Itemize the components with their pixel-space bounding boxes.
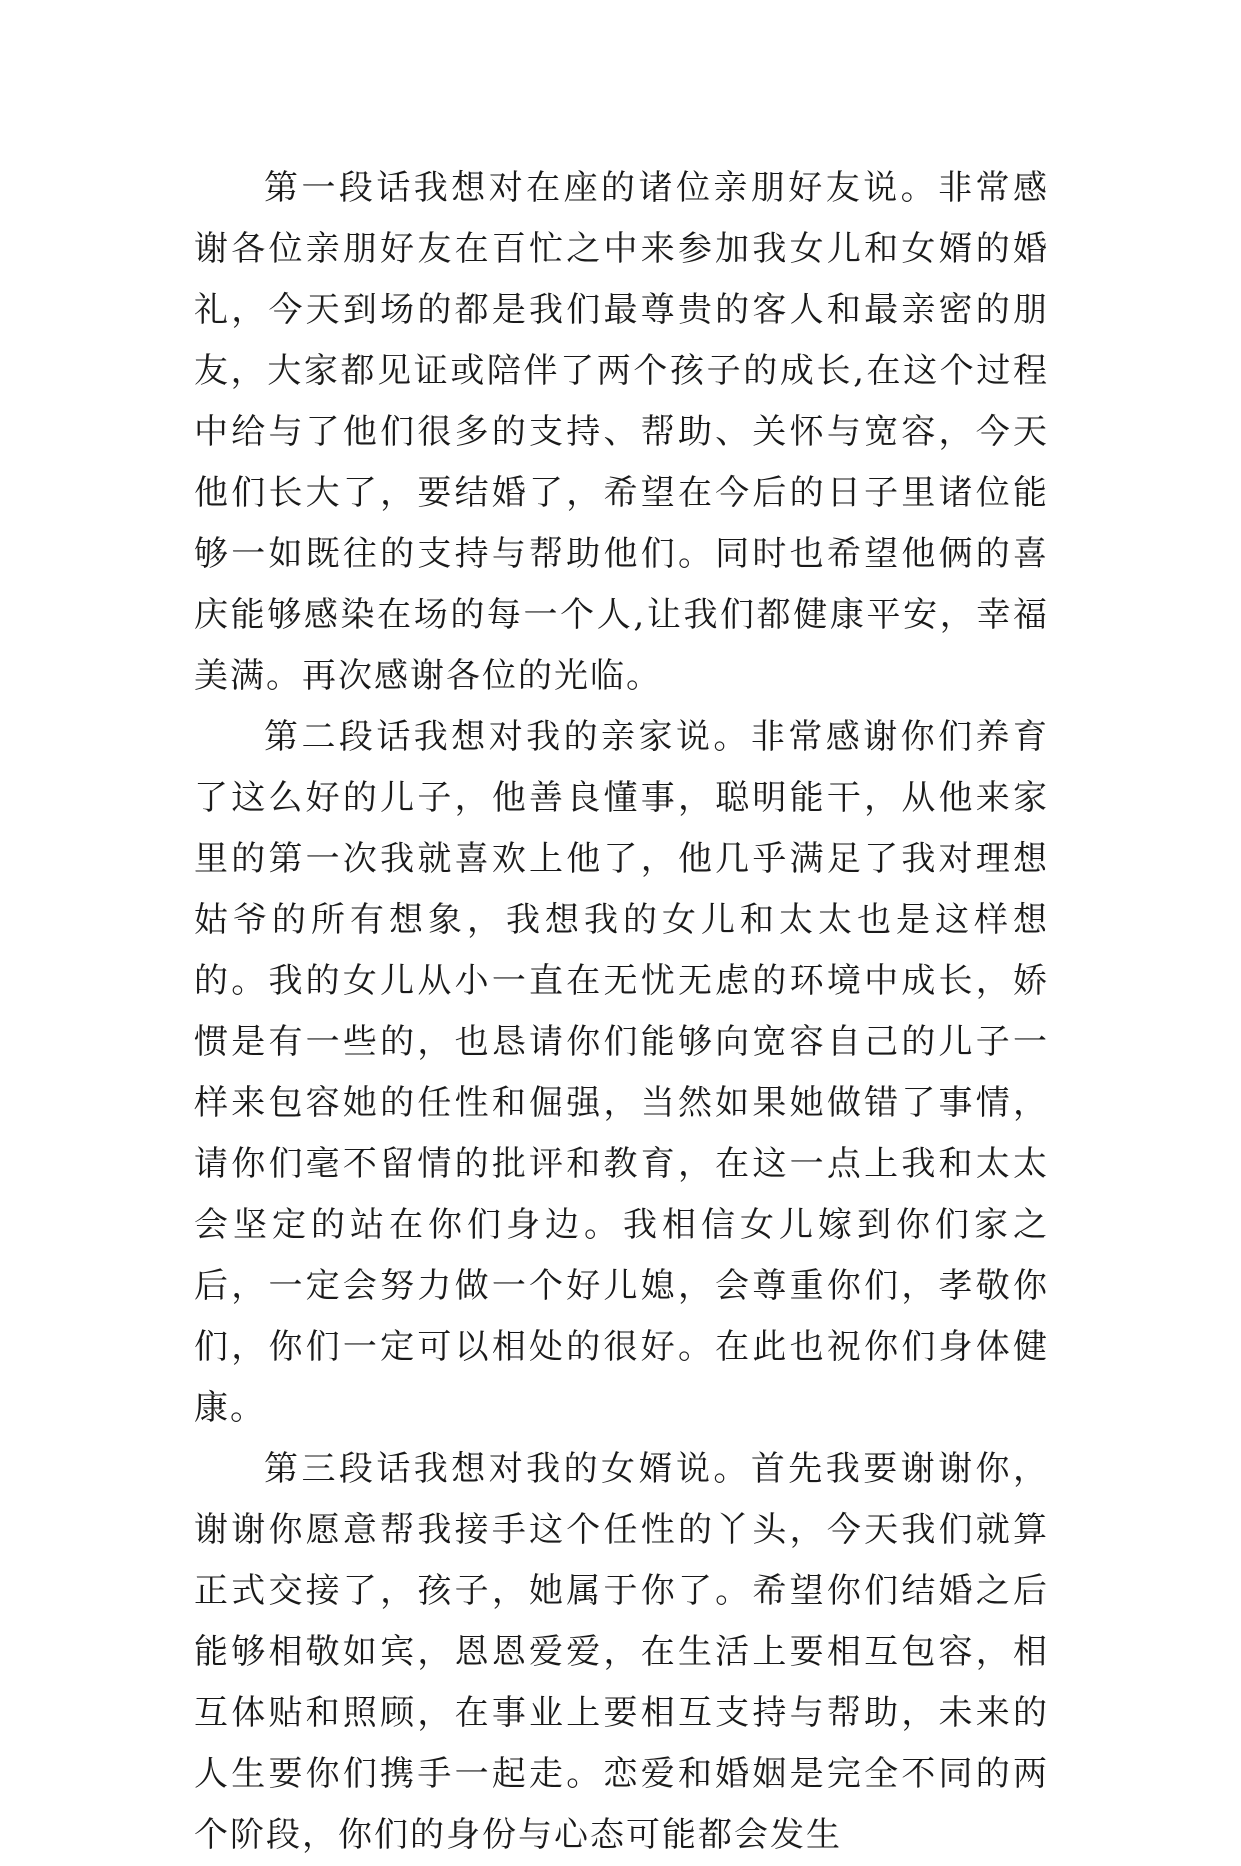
paragraph-1: 第一段话我想对在座的诸位亲朋好友说。非常感谢各位亲朋好友在百忙之中来参加我女儿和女婿的婚礼，今天到场的都是我们最尊贵的客人和最亲密的朋友，大家都见证或陪伴了两个孩子的成长,在这个过程中给与了他们很多的支持、帮助、关怀与宽容，今天他们长大了，要结婚了，希望在今后的日子里诸位能够一如既往的支持与帮助他们。同时也希望他俩的喜庆能够感染在场的每一个人,让我们都健康平安，幸福美满。再次感谢各位的光临。 — [194, 168, 1049, 696]
document-body — [194, 158, 1049, 1866]
paragraph-3: 第三段话我想对我的女婿说。首先我要谢谢你，谢谢你愿意帮我接手这个任性的丫头，今天我们就算正式交接了，孩子，她属于你了。希望你们结婚之后能够相敬如宾，恩恩爱爱，在生活上要相互包容，相互体贴和照顾，在事业上要相互支持与帮助，未来的人生要你们携手一起走。恋爱和婚姻是完全不同的两个阶段，你们的身份与心态可能都会发生 — [194, 1449, 1049, 1855]
paragraph-2: 第二段话我想对我的亲家说。非常感谢你们养育了这么好的儿子，他善良懂事，聪明能干，从他来家里的第一次我就喜欢上他了，他几乎满足了我对理想姑爷的所有想象，我想我的女儿和太太也是这样想的。我的女儿从小一直在无忧无虑的环境中成长，娇惯是有一些的，也恳请你们能够向宽容自己的儿子一样来包容她的任性和倔强，当然如果她做错了事情，请你们毫不留情的批评和教育，在这一点上我和太太会坚定的站在你们身边。我相信女儿嫁到你们家之后，一定会努力做一个好儿媳，会尊重你们，孝敬你们，你们一定可以相处的很好。在此也祝你们身体健康。 — [194, 717, 1049, 1428]
